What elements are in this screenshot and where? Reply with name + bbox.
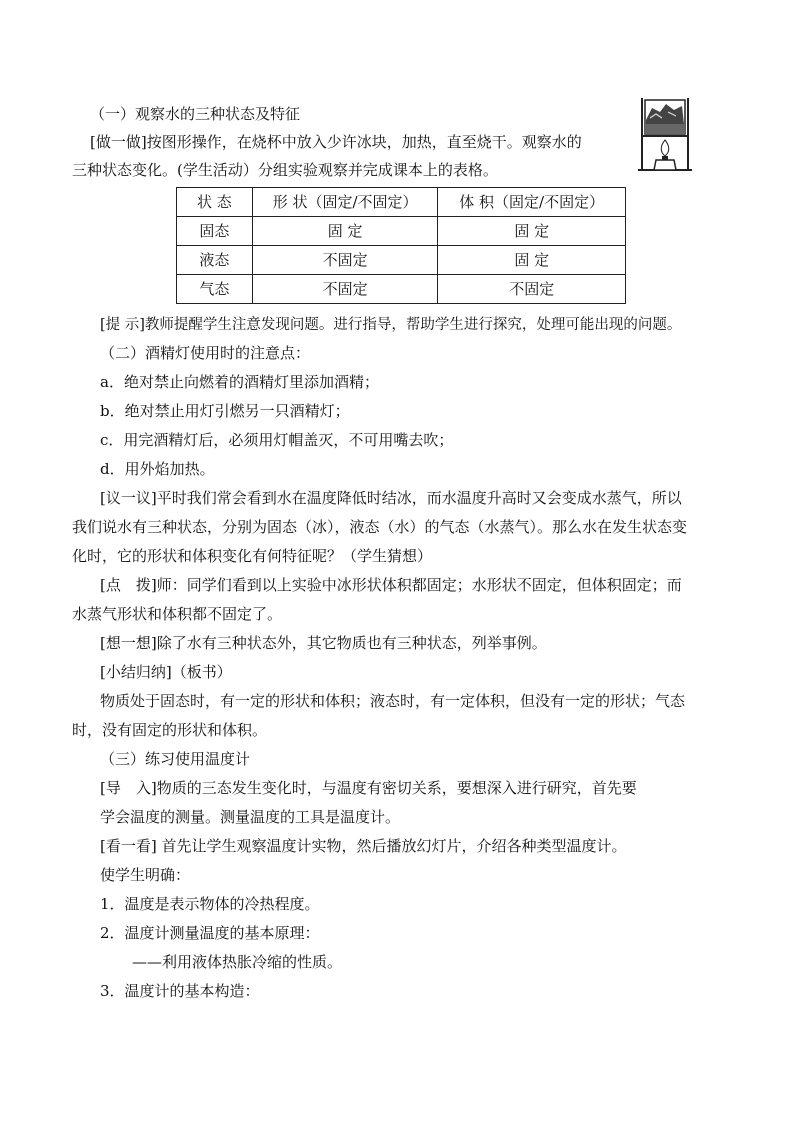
table-cell: 不固定 xyxy=(252,275,438,304)
table-header-cell: 体 积（固定/不固定） xyxy=(438,188,626,217)
table-cell: 固 定 xyxy=(438,246,626,275)
section-1-heading: （一）观察水的三种状态及特征 xyxy=(90,105,301,123)
list-item: 1．温度是表示物体的冷热程度。 xyxy=(100,895,320,913)
water-states-table xyxy=(176,187,626,304)
list-item: c．用完酒精灯后，必须用灯帽盖灭，不可用嘴去吹； xyxy=(100,431,454,449)
table-cell: 气态 xyxy=(177,275,253,304)
point-line-2: 水蒸气形状和体积都不固定了。 xyxy=(72,605,283,623)
list-item: 2．温度计测量温度的基本原理： xyxy=(100,924,320,942)
do-activity-line-2: 三种状态变化。(学生活动）分组实验观察并完成课本上的表格。 xyxy=(72,161,498,179)
look-paragraph: [看一看] 首先让学生观察温度计实物，然后播放幻灯片，介绍各种类型温度计。 xyxy=(100,837,627,855)
table-cell: 不固定 xyxy=(438,275,626,304)
table-header-cell: 形 状（固定/不固定） xyxy=(252,188,438,217)
table-cell: 固态 xyxy=(177,217,253,246)
summary-line-2: 时，没有固定的形状和体积。 xyxy=(72,721,268,739)
do-activity-line-1: [做一做]按图形操作，在烧杯中放入少许冰块，加热，直至烧干。观察水的 xyxy=(90,133,582,151)
section-3-heading: （三）练习使用温度计 xyxy=(100,750,251,768)
tip-paragraph: [提 示]教师提醒学生注意发现问题。进行指导，帮助学生进行探究，处理可能出现的问题。 xyxy=(100,317,682,333)
discuss-line-1: [议一议]平时我们常会看到水在温度降低时结冰，而水温度升高时又会变成水蒸气，所以 xyxy=(100,489,682,507)
table-row xyxy=(177,275,626,304)
table-row xyxy=(177,246,626,275)
list-item: ——利用液体热胀冷缩的性质。 xyxy=(132,953,343,971)
table-header-cell: 状 态 xyxy=(177,188,253,217)
table-cell: 不固定 xyxy=(252,246,438,275)
list-item: b．绝对禁止用灯引燃另一只酒精灯； xyxy=(100,402,350,420)
discuss-line-3: 化时，它的形状和体积变化有何特征呢？（学生猜想） xyxy=(72,547,433,565)
list-item: a．绝对禁止向燃着的酒精灯里添加酒精； xyxy=(100,373,379,391)
section-2-heading: （二）酒精灯使用时的注意点： xyxy=(100,344,311,362)
think-paragraph: [想一想]除了水有三种状态外，其它物质也有三种状态，列举事例。 xyxy=(100,634,547,652)
list-item: d．用外焰加热。 xyxy=(100,460,215,478)
table-cell: 固 定 xyxy=(438,217,626,246)
point-line-1: [点 拨]师：同学们看到以上实验中冰形状体积都固定；水形状不固定，但体积固定；而 xyxy=(100,576,682,594)
list-item: 3．温度计的基本构造： xyxy=(100,982,260,1000)
discuss-line-2: 我们说水有三种状态，分别为固态（冰），液态（水）的气态（水蒸气）。那么水在发生状态变 xyxy=(72,518,688,536)
table-cell: 固 定 xyxy=(252,217,438,246)
summary-heading: [小结归纳]（板书） xyxy=(100,663,232,681)
intro-line-2: 学会温度的测量。测量温度的工具是温度计。 xyxy=(100,808,401,826)
table-header-row xyxy=(177,188,626,217)
table-cell: 液态 xyxy=(177,246,253,275)
summary-line-1: 物质处于固态时，有一定的形状和体积；液态时，有一定体积，但没有一定的形状；气态 xyxy=(100,692,686,710)
clarify-label: 使学生明确： xyxy=(100,866,191,884)
intro-line-1: [导 入]物质的三态发生变化时，与温度有密切关系，要想深入进行研究，首先要 xyxy=(100,779,637,797)
table-row xyxy=(177,217,626,246)
